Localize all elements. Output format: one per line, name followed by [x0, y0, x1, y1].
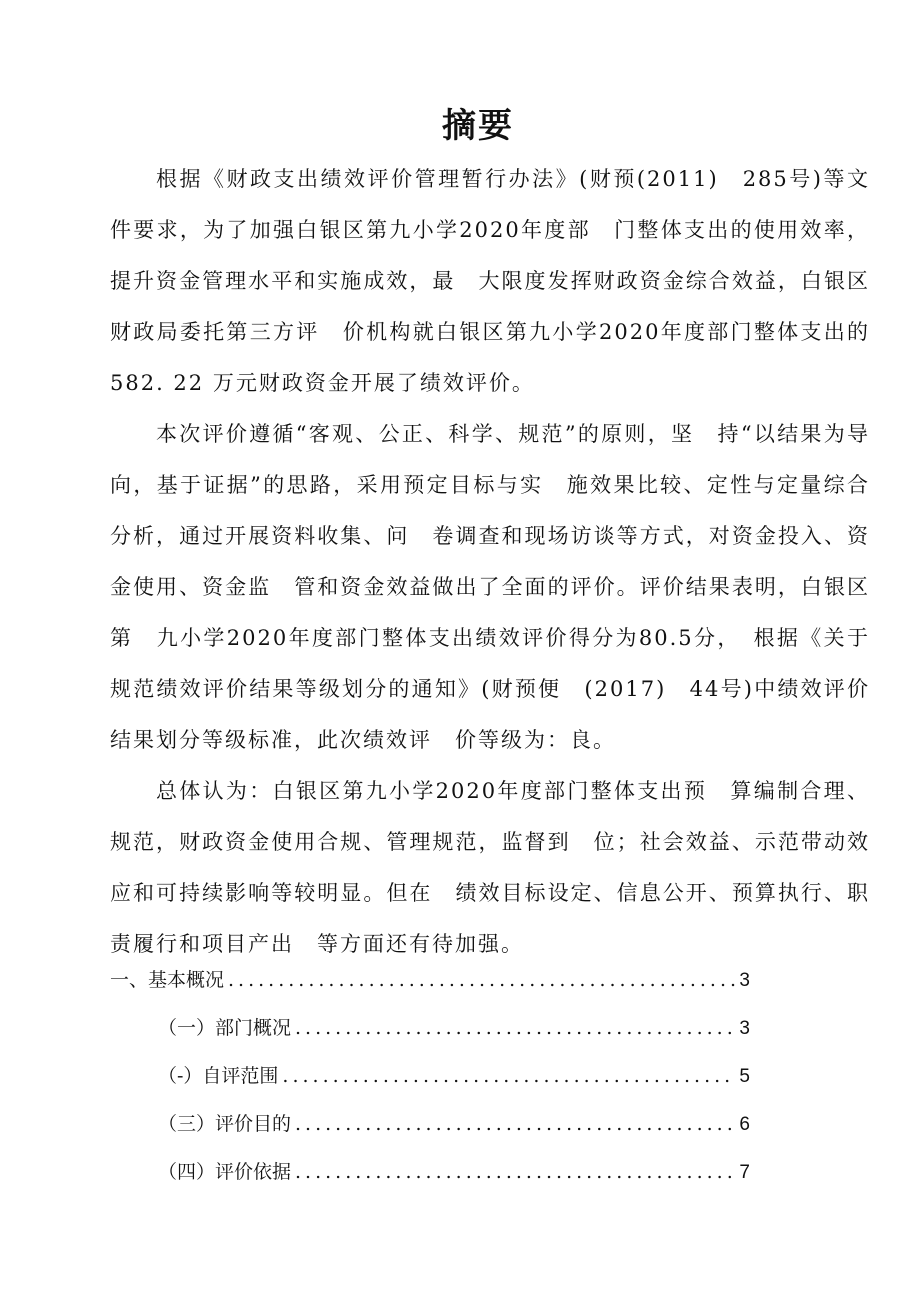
- toc-entry-label: （四）评价依据: [158, 1161, 292, 1183]
- toc-leader-dots: [228, 966, 735, 994]
- toc-entry[interactable]: [110, 1062, 750, 1110]
- toc-entry[interactable]: [110, 1158, 750, 1206]
- paragraph-3: 总体认为：白银区第九小学2020年度部门整体支出预 算编制合理、规范，财政资金使用合规、管理规范，监督到 位；社会效益、示范带动效应和可持续影响等较明显。但在 绩效目标设定、信息公开、预算执行、职责履行和项目产出 等方面还有待加强。: [110, 779, 870, 956]
- toc-entry-page: 6: [739, 1114, 750, 1135]
- toc-entry-page: 7: [739, 1162, 750, 1183]
- toc-entry[interactable]: [110, 1014, 750, 1062]
- toc-entry-label: （一）部门概况: [158, 1017, 292, 1039]
- table-of-contents: [110, 966, 750, 1206]
- toc-entry-label: （三）评价目的: [158, 1113, 292, 1135]
- abstract-body: [110, 154, 870, 970]
- toc-entry[interactable]: [110, 966, 750, 1014]
- paragraph-1: 根据《财政支出绩效评价管理暂行办法》(财预(2011) 285号)等文件要求，为了加强白银区第九小学2020年度部 门整体支出的使用效率，提升资金管理水平和实施成效，最 大限度发挥财政资金综合效益，白银区财政局委托第三方评 价机构就白银区第九小学2020年度部门整体支出的582. 22 万元财政资金开展了绩效评价。: [110, 167, 870, 395]
- toc-entry-label: （-）自评范围: [158, 1065, 279, 1087]
- toc-leader-dots: [295, 1110, 735, 1138]
- toc-leader-dots: [282, 1062, 735, 1090]
- toc-leader-dots: [295, 1014, 735, 1042]
- toc-entry-label: 一、基本概况: [110, 969, 225, 991]
- toc-entry-page: 3: [739, 1018, 750, 1039]
- paragraph-2: 本次评价遵循“客观、公正、科学、规范”的原则，坚 持“以结果为导向，基于证据”的思路，采用预定目标与实 施效果比较、定性与定量综合分析，通过开展资料收集、问 卷调查和现场访谈等方式，对资金投入、资金使用、资金监 管和资金效益做出了全面的评价。评价结果表明，白银区第 九小学2020年度部门整体支出绩效评价得分为80.5分， 根据《关于规范绩效评价结果等级划分的通知》(财预便 (2017) 44号)中绩效评价结果划分等级标准，此次绩效评 价等级为：良。: [110, 422, 870, 752]
- toc-leader-dots: [295, 1158, 735, 1186]
- toc-entry[interactable]: [110, 1110, 750, 1158]
- page-title: 摘要: [442, 106, 514, 146]
- toc-entry-page: 5: [739, 1066, 750, 1087]
- toc-entry-page: 3: [739, 970, 750, 991]
